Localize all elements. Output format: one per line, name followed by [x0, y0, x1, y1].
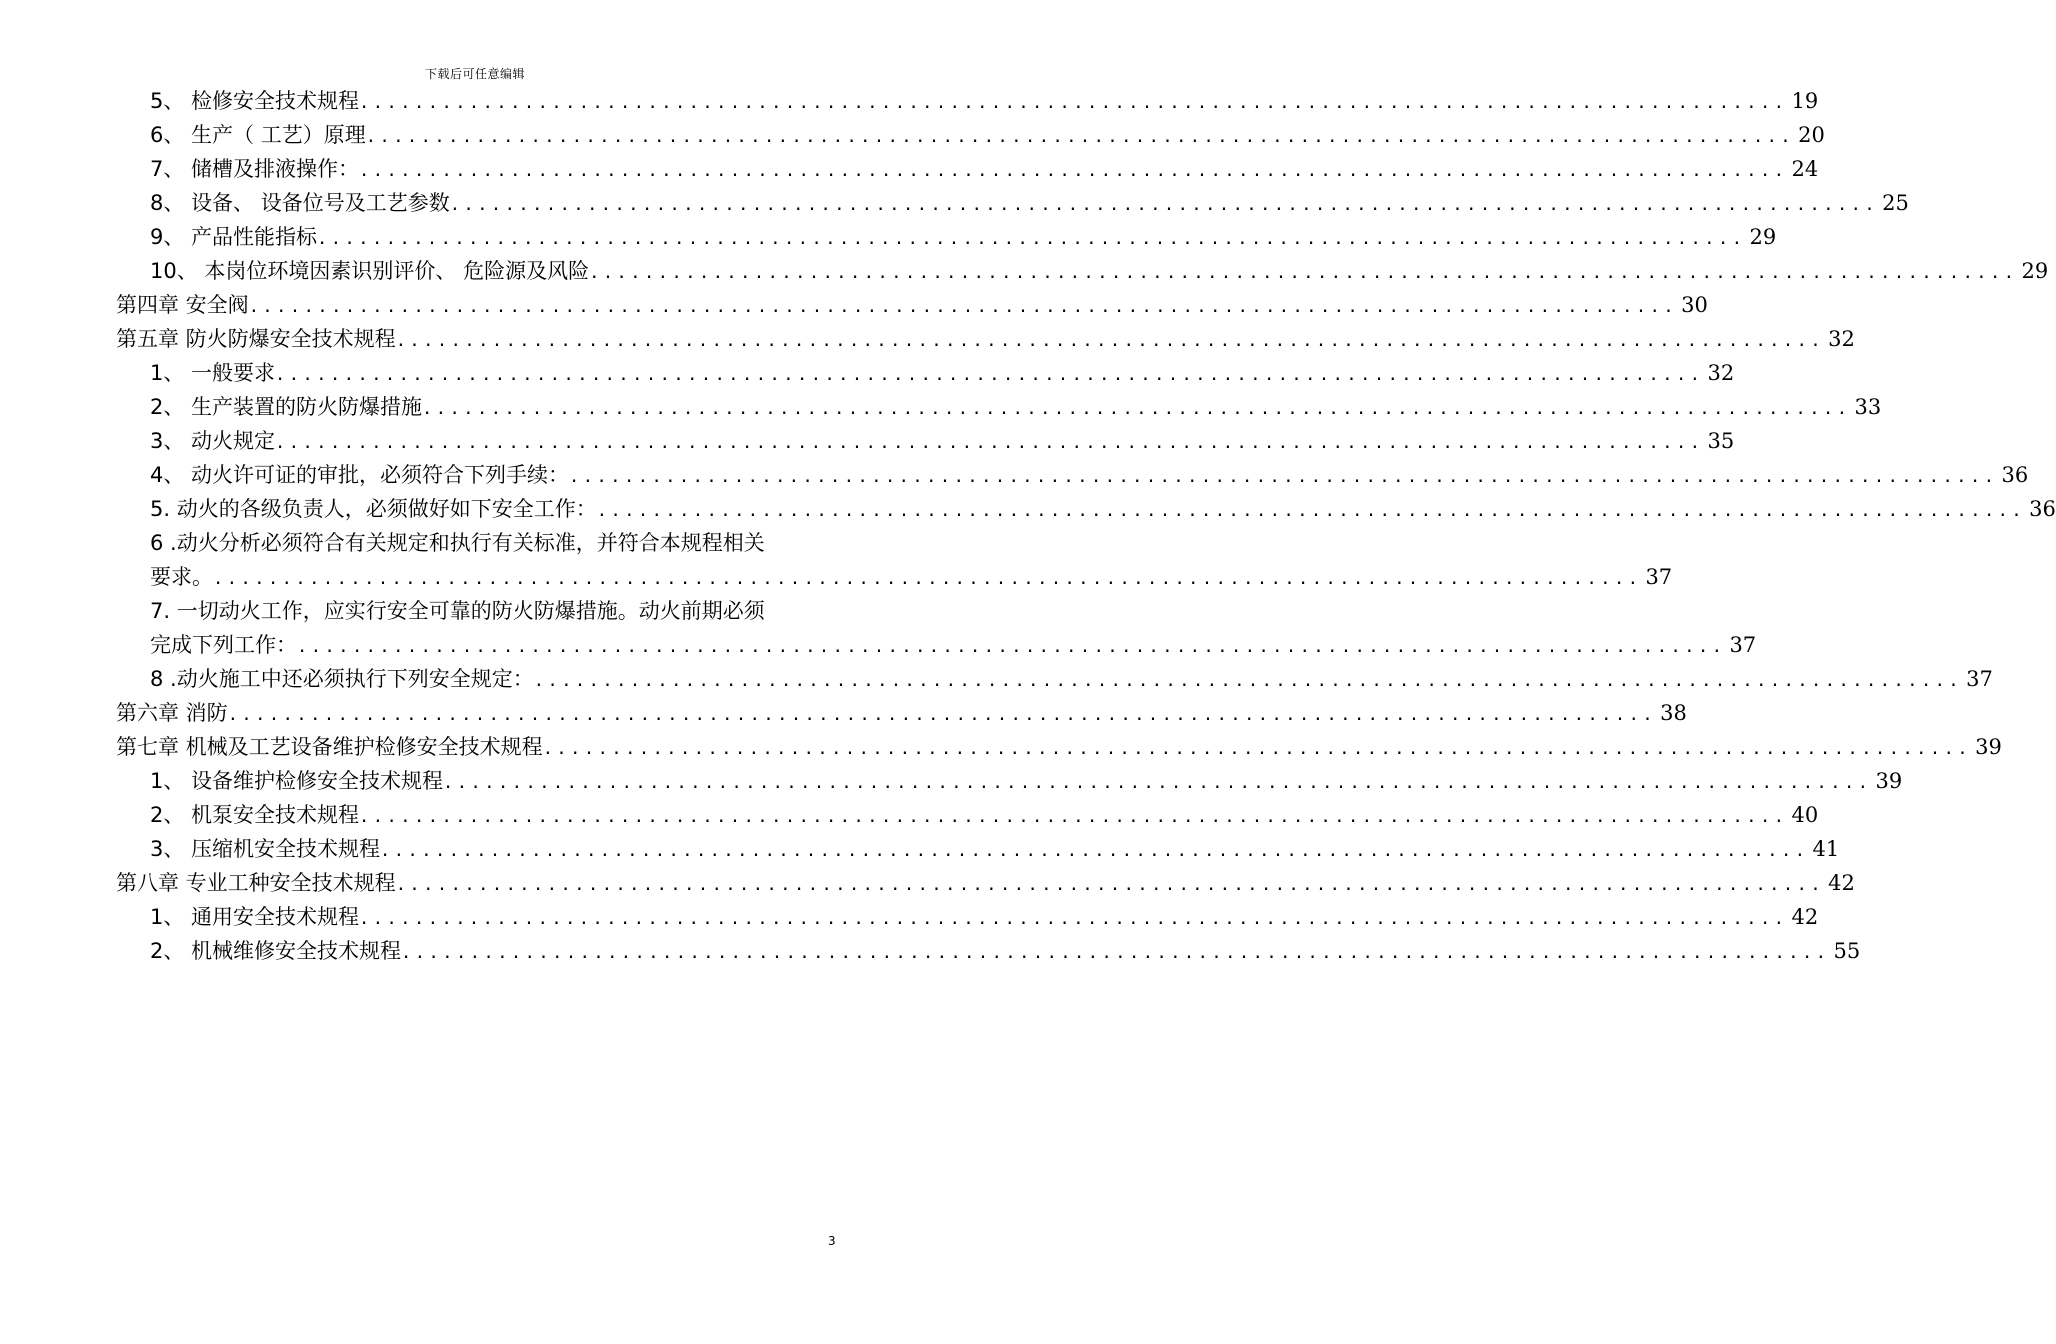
- toc-entry-title: 第八章 专业工种安全技术规程: [116, 871, 396, 895]
- toc-leader: ........................................................................................................: [449, 195, 1879, 215]
- toc-entry-title: 5. 动火的各级负责人，必须做好如下安全工作：: [150, 497, 597, 521]
- toc-entry-title: 要求。: [150, 565, 213, 589]
- toc-entry[interactable]: [0, 424, 1735, 458]
- toc-entry-title: 1、 一般要求: [150, 361, 276, 385]
- toc-chapter[interactable]: [0, 322, 1855, 356]
- toc-entry-title: 完成下列工作：: [150, 633, 297, 657]
- toc-entry[interactable]: [0, 356, 1735, 390]
- toc-entry-page: 32: [1828, 327, 1855, 351]
- toc-entry-page: 55: [1833, 939, 1861, 963]
- toc-entry-title: 2、 机械维修安全技术规程: [150, 939, 402, 963]
- toc-entry-page: 42: [1791, 905, 1819, 929]
- toc-leader: ........................................................................................................: [395, 331, 1825, 351]
- toc-entry-page: 37: [1729, 633, 1757, 657]
- toc-leader: ........................................................................................................: [248, 297, 1678, 317]
- toc-entry-title: 9、 产品性能指标: [150, 225, 318, 249]
- toc-leader: ........................................................................................................: [443, 773, 1872, 793]
- toc-leader: ........................................................................................................: [422, 399, 1851, 419]
- toc-leader: ........................................................................................................: [227, 705, 1657, 725]
- toc-chapter[interactable]: [0, 730, 2002, 764]
- toc-leader: ........................................................................................................: [213, 569, 1642, 589]
- toc-entry-page: 36: [2001, 463, 2029, 487]
- toc-entry-page: 37: [1645, 565, 1673, 589]
- toc-entry-page: 40: [1791, 803, 1819, 827]
- toc-leader: ........................................................................................................: [297, 637, 1726, 657]
- toc-leader: ........................................................................................................: [359, 93, 1788, 113]
- toc-entry[interactable]: [0, 934, 1861, 968]
- toc-entry[interactable]: [0, 798, 1819, 832]
- page-header: 下载后可任意编辑: [424, 67, 525, 81]
- toc-entry-title: 10、 本岗位环境因素识别评价、 危险源及风险: [150, 259, 590, 283]
- toc-leader: ........................................................................................................: [359, 161, 1788, 181]
- toc-entry-page: 35: [1707, 429, 1735, 453]
- toc-entry-title: 1、 通用安全技术规程: [150, 905, 360, 929]
- toc-entry-page: 39: [1875, 769, 1903, 793]
- toc-entry-page: 42: [1828, 871, 1855, 895]
- toc-leader: ........................................................................................................: [317, 229, 1746, 249]
- toc-entry[interactable]: [0, 628, 1757, 662]
- toc-entry[interactable]: [0, 900, 1819, 934]
- toc-entry-title-line1: 6 .动火分析必须符合有关规定和执行有关标准，并符合本规程相关: [150, 531, 765, 555]
- toc-entry-title: 5、 检修安全技术规程: [150, 89, 360, 113]
- toc-entry-title: 2、 机泵安全技术规程: [150, 803, 360, 827]
- toc-leader: ........................................................................................................: [569, 467, 1998, 487]
- toc-leader: ........................................................................................................: [533, 671, 1963, 691]
- toc-entry-first-line[interactable]: [0, 594, 950, 628]
- toc-entry[interactable]: [0, 560, 1673, 594]
- toc-entry-page: 30: [1681, 293, 1708, 317]
- toc-leader: ........................................................................................................: [275, 433, 1704, 453]
- toc-entry-title-line1: 7. 一切动火工作，应实行安全可靠的防火防爆措施。动火前期必须: [150, 599, 765, 623]
- toc-entry[interactable]: [0, 152, 1819, 186]
- toc-entry-page: 20: [1798, 123, 1825, 147]
- toc-entry[interactable]: [0, 662, 1993, 696]
- toc-leader: ........................................................................................................: [359, 807, 1788, 827]
- toc-entry-page: 24: [1791, 157, 1819, 181]
- toc-entry-page: 38: [1660, 701, 1687, 725]
- toc-entry-page: 33: [1854, 395, 1882, 419]
- toc-entry-page: 39: [1975, 735, 2002, 759]
- toc-entry[interactable]: [0, 118, 1825, 152]
- toc-entry[interactable]: [0, 186, 1909, 220]
- toc-entry-page: 37: [1966, 667, 1993, 691]
- toc-entry[interactable]: [0, 832, 1840, 866]
- toc-leader: ........................................................................................................: [359, 909, 1788, 929]
- toc-entry[interactable]: [0, 220, 1777, 254]
- toc-entry-page: 41: [1812, 837, 1840, 861]
- toc-chapter[interactable]: [0, 288, 1708, 322]
- toc-entry-title: 2、 生产装置的防火防爆措施: [150, 395, 423, 419]
- toc-entry-title: 3、 压缩机安全技术规程: [150, 837, 381, 861]
- toc-leader: ........................................................................................................: [380, 841, 1809, 861]
- toc-entry-page: 36: [2029, 497, 2056, 521]
- toc-entry-title: 第五章 防火防爆安全技术规程: [116, 327, 396, 351]
- toc-leader: ........................................................................................................: [365, 127, 1795, 147]
- toc-entry-title: 6、 生产（ 工艺）原理: [150, 123, 366, 147]
- toc-entry-page: 32: [1707, 361, 1735, 385]
- toc-leader: ........................................................................................................: [401, 943, 1830, 963]
- toc-chapter[interactable]: [0, 866, 1855, 900]
- page-number: 3: [828, 1234, 836, 1248]
- toc-entry[interactable]: [0, 492, 2056, 526]
- toc-entry-title: 第六章 消防: [116, 701, 228, 725]
- toc-entry-title: 7、 储槽及排液操作：: [150, 157, 360, 181]
- toc-entry-title: 8 .动火施工中还必须执行下列安全规定：: [150, 667, 534, 691]
- toc-entry-title: 第四章 安全阀: [116, 293, 249, 317]
- toc-entry-title: 第七章 机械及工艺设备维护检修安全技术规程: [116, 735, 543, 759]
- toc-entry-title: 8、 设备、 设备位号及工艺参数: [150, 191, 450, 215]
- toc-entry-page: 25: [1882, 191, 1909, 215]
- toc-leader: ........................................................................................................: [596, 501, 2026, 521]
- toc-entry-title: 1、 设备维护检修安全技术规程: [150, 769, 444, 793]
- toc-chapter[interactable]: [0, 696, 1687, 730]
- toc-entry[interactable]: [0, 390, 1882, 424]
- toc-entry-page: 29: [2021, 259, 2049, 283]
- toc-entry[interactable]: [0, 458, 2029, 492]
- toc-leader: ........................................................................................................: [589, 263, 2018, 283]
- toc-entry-title: 4、 动火许可证的审批，必须符合下列手续：: [150, 463, 570, 487]
- toc-entry-page: 29: [1749, 225, 1777, 249]
- toc-entry[interactable]: [0, 254, 2049, 288]
- toc-leader: ........................................................................................................: [395, 875, 1825, 895]
- toc-entry-first-line[interactable]: [0, 526, 950, 560]
- toc-entry-page: 19: [1791, 89, 1819, 113]
- toc-entry-title: 3、 动火规定: [150, 429, 276, 453]
- toc-entry[interactable]: [0, 84, 1819, 118]
- toc-leader: ........................................................................................................: [275, 365, 1704, 385]
- toc-entry[interactable]: [0, 764, 1903, 798]
- toc-leader: ........................................................................................................: [542, 739, 1972, 759]
